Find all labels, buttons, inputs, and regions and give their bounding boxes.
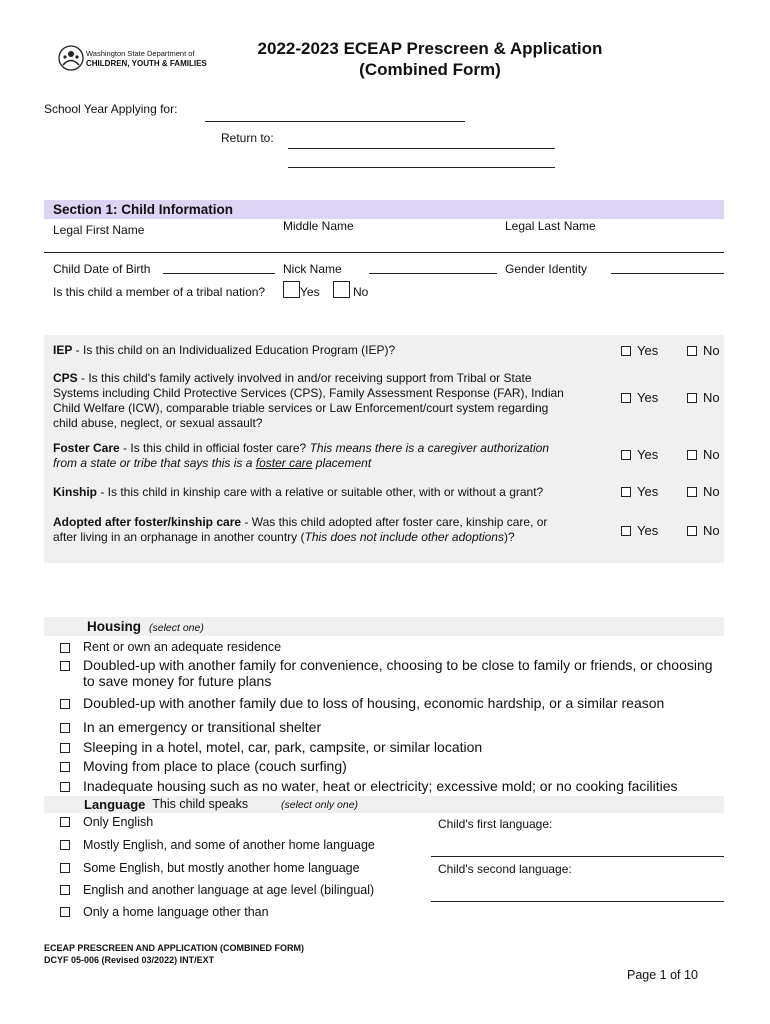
- housing-option-3-label: Doubled-up with another family due to loss of housing, economic hardship, or a similar reason: [83, 695, 665, 711]
- language-option-4[interactable]: [60, 883, 374, 897]
- foster-yes[interactable]: [621, 447, 658, 462]
- logo-line-2: CHILDREN, YOUTH & FAMILIES: [86, 59, 207, 68]
- language-option-1[interactable]: [60, 815, 153, 829]
- tribal-no-checkbox[interactable]: [333, 281, 350, 298]
- foster-line1b: This means there is a caregiver authorization: [309, 441, 550, 455]
- language-option-1-checkbox[interactable]: [60, 817, 70, 827]
- school-year-label: School Year Applying for:: [44, 102, 178, 116]
- adopted-question: [53, 515, 613, 545]
- iep-yes-checkbox[interactable]: [621, 346, 631, 356]
- housing-option-2-label-cont: to save money for future plans: [83, 673, 272, 689]
- housing-option-2[interactable]: [60, 657, 713, 689]
- foster-question: [53, 441, 613, 471]
- foster-no[interactable]: [687, 447, 720, 462]
- iep-no-label: No: [703, 343, 720, 358]
- nick-name-label: Nick Name: [283, 262, 342, 276]
- second-language-label: Child's second language:: [438, 862, 572, 876]
- cps-yes[interactable]: [621, 390, 658, 405]
- tribal-yes-label: Yes: [300, 285, 320, 299]
- tribal-yes-checkbox[interactable]: [283, 281, 300, 298]
- dob-field[interactable]: [163, 273, 275, 274]
- housing-title: Housing: [87, 619, 141, 634]
- cps-line2: Systems including Child Protective Services (CPS), Family Assessment Response (FAR), Indian: [53, 386, 564, 400]
- cps-title: CPS: [53, 371, 78, 385]
- foster-no-checkbox[interactable]: [687, 450, 697, 460]
- cps-line1: - Is this child's family actively involved in and/or receiving support from Tribal or State: [77, 371, 532, 385]
- form-title-line-2: (Combined Form): [359, 60, 501, 79]
- adopted-yes-checkbox[interactable]: [621, 526, 631, 536]
- housing-option-6-checkbox[interactable]: [60, 762, 70, 772]
- foster-yes-checkbox[interactable]: [621, 450, 631, 460]
- form-title: [205, 38, 655, 80]
- page-number: Page 1 of 10: [627, 968, 698, 982]
- gender-identity-field[interactable]: [611, 273, 724, 274]
- cps-question: [53, 371, 613, 431]
- cps-yes-checkbox[interactable]: [621, 393, 631, 403]
- adopted-line2c: )?: [503, 530, 515, 544]
- housing-option-1[interactable]: [60, 639, 281, 655]
- adopted-yes-label: Yes: [637, 523, 659, 538]
- language-option-1-label: Only English: [83, 815, 154, 829]
- language-hint: (select only one): [281, 799, 359, 811]
- legal-last-name-label: Legal Last Name: [505, 219, 596, 233]
- iep-text: - Is this child on an Individualized Education Program (IEP)?: [72, 343, 396, 357]
- housing-option-4-label: In an emergency or transitional shelter: [83, 719, 322, 735]
- foster-line2b: foster care: [255, 456, 313, 470]
- language-option-3-checkbox[interactable]: [60, 863, 70, 873]
- kinship-no-checkbox[interactable]: [687, 487, 697, 497]
- kinship-yes[interactable]: [621, 484, 658, 499]
- logo-line-1: Washington State Department of: [86, 49, 195, 58]
- legal-first-name-label: Legal First Name: [53, 223, 145, 237]
- foster-line2c: placement: [312, 456, 372, 470]
- language-option-3[interactable]: [60, 861, 360, 875]
- language-option-5-label: Only a home language other than: [83, 905, 269, 919]
- adopted-yes[interactable]: [621, 523, 658, 538]
- housing-option-3-checkbox[interactable]: [60, 699, 70, 709]
- language-option-2-checkbox[interactable]: [60, 840, 70, 850]
- housing-option-6[interactable]: [60, 758, 347, 774]
- cps-no-label: No: [703, 390, 720, 405]
- first-language-label: Child's first language:: [438, 817, 553, 831]
- nick-name-field[interactable]: [369, 273, 497, 274]
- agency-logo: [58, 45, 208, 73]
- housing-option-7[interactable]: [60, 778, 678, 794]
- tribal-question: Is this child a member of a tribal nation?: [53, 285, 266, 299]
- iep-question: [53, 343, 603, 358]
- dob-label: Child Date of Birth: [53, 262, 151, 276]
- cps-no-checkbox[interactable]: [687, 393, 697, 403]
- housing-hint: (select one): [149, 622, 204, 634]
- gender-identity-label: Gender Identity: [505, 262, 588, 276]
- section1-title: Section 1: Child Information: [53, 202, 234, 217]
- language-option-4-checkbox[interactable]: [60, 885, 70, 895]
- middle-name-label: Middle Name: [283, 219, 354, 233]
- return-to-label: Return to:: [221, 131, 274, 145]
- language-option-5-checkbox[interactable]: [60, 907, 70, 917]
- section1-header: [44, 200, 724, 219]
- return-to-field-1[interactable]: [288, 148, 555, 149]
- language-lead: This child speaks: [149, 797, 252, 811]
- adopted-no[interactable]: [687, 523, 720, 538]
- kinship-no[interactable]: [687, 484, 720, 499]
- housing-option-2-checkbox[interactable]: [60, 661, 70, 671]
- school-year-field[interactable]: [205, 121, 465, 122]
- foster-title: Foster Care: [53, 441, 120, 455]
- housing-option-6-label: Moving from place to place (couch surfing): [83, 758, 347, 774]
- return-to-field-2[interactable]: [288, 167, 555, 168]
- iep-no-checkbox[interactable]: [687, 346, 697, 356]
- kinship-no-label: No: [703, 484, 720, 499]
- foster-no-label: No: [703, 447, 720, 462]
- kinship-text: - Is this child in kinship care with a relative or suitable other, with or without a grant?: [97, 485, 544, 499]
- dcyf-logo-icon: [58, 45, 84, 71]
- language-option-4-label: English and another language at age level (bilingual): [83, 883, 375, 897]
- adopted-no-checkbox[interactable]: [687, 526, 697, 536]
- housing-option-2-label: Doubled-up with another family for convenience, choosing to be close to family or friends, or choosing: [83, 657, 713, 673]
- foster-line2a: from a state or tribe that says this is a: [53, 456, 256, 470]
- foster-yes-label: Yes: [637, 447, 659, 462]
- kinship-yes-label: Yes: [637, 484, 659, 499]
- adopted-no-label: No: [703, 523, 720, 538]
- iep-title: IEP: [53, 343, 73, 357]
- adopted-title: Adopted after foster/kinship care: [53, 515, 242, 529]
- language-title: Language: [84, 797, 146, 812]
- language-option-2-label: Mostly English, and some of another home language: [83, 838, 375, 852]
- foster-line1a: - Is this child in official foster care?: [119, 441, 310, 455]
- tribal-no-label: No: [353, 285, 369, 299]
- kinship-yes-checkbox[interactable]: [621, 487, 631, 497]
- language-option-2[interactable]: [60, 838, 375, 852]
- cps-line3: Child Welfare (ICW), comparable triable services or Law Enforcement/court system regarding: [53, 401, 549, 415]
- second-language-field[interactable]: [431, 901, 724, 902]
- cps-line4: child abuse, neglect, or sexual assault?: [53, 416, 263, 430]
- housing-option-5-label: Sleeping in a hotel, motel, car, park, campsite, or similar location: [83, 739, 483, 755]
- first-language-field[interactable]: [431, 856, 724, 857]
- language-option-3-label: Some English, but mostly another home language: [83, 861, 360, 875]
- name-field-line[interactable]: [44, 252, 724, 253]
- cps-no[interactable]: [687, 390, 720, 405]
- housing-option-7-checkbox[interactable]: [60, 782, 70, 792]
- cps-yes-label: Yes: [637, 390, 659, 405]
- housing-option-5-checkbox[interactable]: [60, 743, 70, 753]
- iep-no[interactable]: [687, 343, 720, 358]
- adopted-line1: - Was this child adopted after foster care, kinship care, or: [241, 515, 548, 529]
- form-title-line-1: 2022-2023 ECEAP Prescreen & Application: [257, 39, 603, 58]
- kinship-question: [53, 485, 613, 500]
- housing-option-3[interactable]: [60, 695, 664, 711]
- footer-form-number: DCYF 05-006 (Revised 03/2022) INT/EXT: [44, 955, 215, 965]
- adopted-line2b: This does not include other adoptions: [304, 530, 504, 544]
- housing-option-7-label: Inadequate housing such as no water, heat or electricity; excessive mold; or no cooking facilities: [83, 778, 678, 794]
- housing-option-1-checkbox[interactable]: [60, 643, 70, 653]
- adopted-line2a: after living in an orphanage in another country (: [53, 530, 305, 544]
- language-option-5[interactable]: [60, 905, 269, 919]
- iep-yes-label: Yes: [637, 343, 659, 358]
- housing-option-4-checkbox[interactable]: [60, 723, 70, 733]
- language-header: [44, 796, 724, 813]
- footer-form-name: ECEAP PRESCREEN AND APPLICATION (COMBINED FORM): [44, 943, 305, 953]
- housing-option-5[interactable]: [60, 739, 482, 755]
- housing-option-4[interactable]: [60, 719, 321, 735]
- kinship-title: Kinship: [53, 485, 97, 499]
- iep-yes[interactable]: [621, 343, 658, 358]
- housing-header: [44, 617, 724, 636]
- housing-option-1-label: Rent or own an adequate residence: [83, 640, 282, 654]
